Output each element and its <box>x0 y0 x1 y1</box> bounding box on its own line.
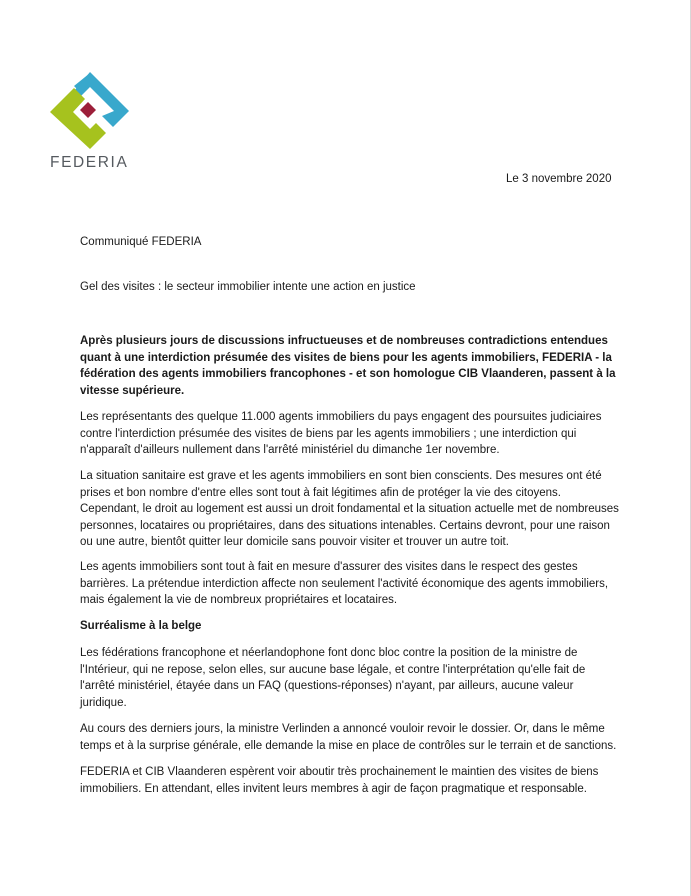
logo-green-chevron <box>50 88 106 149</box>
body-paragraph-1: Les représentants des quelque 11.000 agents immobiliers du pays engagent des poursuites judiciaires contre l'interdiction présumée des visites de biens par les agents immobiliers ; une interdiction qui n'apparaît d'ailleurs nullement dans l'arrêté ministériel du dimanche 1er novembre. <box>80 411 602 456</box>
body-paragraph-6: FEDERIA et CIB Vlaanderen espèrent voir aboutir très prochainement le maintien des visites de biens immobiliers. En attendant, elles invitent leurs membres à agir de façon pragmatique et responsable. <box>80 766 599 795</box>
lead-paragraph: Après plusieurs jours de discussions infructueuses et de nombreuses contradictions entendues quant à une interdiction présumée des visites de biens pour les agents immobiliers, FEDERIA - la fédération des agents immobiliers francophones - et son homologue CIB Vlaanderen, passent à la vitesse supérieure. <box>80 335 616 397</box>
communique-label: Communiqué FEDERIA <box>80 236 202 248</box>
body-paragraph-3: Les agents immobiliers sont tout à fait en mesure d'assurer des visites dans le respect des gestes barrières. La prétendue interdiction affecte non seulement l'activité économique des agents immobiliers, mais également la vie de nombreux propriétaires et locataires. <box>80 561 609 606</box>
body-paragraph-4: Les fédérations francophone et néerlandophone font donc bloc contre la position de la ministre de l'Intérieur, qui ne repose, selon elles, sur aucune base légale, et contre l'interprétation qu'elle fait de l'arrêté ministériel, étayée dans un FAQ (questions-réponses) n'ayant, par ailleurs, aucune valeur juridique. <box>80 647 586 709</box>
body-paragraph-5: Au cours des derniers jours, la ministre Verlinden a annoncé vouloir revoir le dossier. Or, dans le même temps et à la surprise générale, elle demande la mise en place de contrôles sur le terrain et de sanctions. <box>80 723 617 752</box>
headline: Gel des visites : le secteur immobilier intente une action en justice <box>80 281 416 293</box>
subheading: Surréalisme à la belge <box>80 620 202 632</box>
logo-red-diamond <box>80 102 96 118</box>
letter-date: Le 3 novembre 2020 <box>506 173 612 185</box>
body-paragraph-2: La situation sanitaire est grave et les agents immobiliers en sont bien conscients. Des mesures ont été prises et bon nombre d'entre elles sont tout à fait légitimes afin de protéger la vie des citoyens. Cependant, le droit au logement est aussi un droit fondamental et la situation actuelle met de nombreuses personnes, locataires ou propriétaires, dans des situations intenables. Certains devront, pour une raison ou une autre, bientôt quitter leur domicile sans pouvoir visiter et trouver un autre toit. <box>80 470 619 548</box>
federia-logo-mark-icon <box>50 72 130 152</box>
logo-wordmark: FEDERIA <box>50 154 129 171</box>
